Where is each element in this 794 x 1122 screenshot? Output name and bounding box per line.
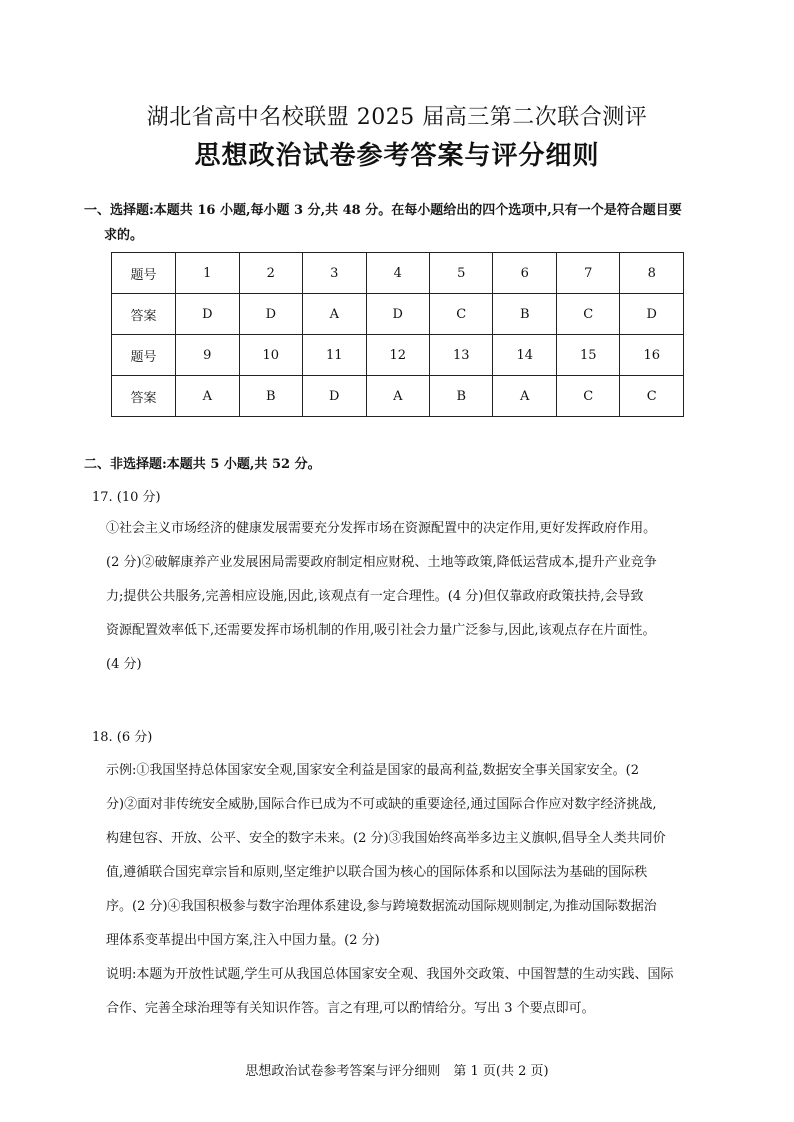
q17-line: ①社会主义市场经济的健康发展需要充分发挥市场在资源配置中的决定作用,更好发挥政府作用。 xyxy=(106,521,657,536)
table-cell: C xyxy=(430,294,493,335)
section1-heading xyxy=(84,198,734,248)
q17-line: (4 分) xyxy=(106,657,142,672)
table-cell: 6 xyxy=(493,253,556,294)
table-cell: 8 xyxy=(620,253,684,294)
table-cell: A xyxy=(493,376,556,417)
q17-label: 17. (10 分) xyxy=(92,490,161,505)
q18-line: 理体系变革提出中国方案,注入中国力量。(2 分) xyxy=(106,933,380,948)
table-cell: A xyxy=(366,376,429,417)
row-label-answer: 答案 xyxy=(112,294,176,335)
table-cell: B xyxy=(493,294,556,335)
table-row-answers-2 xyxy=(112,376,684,417)
q17-line: 资源配置效率低下,还需要发挥市场机制的作用,吸引社会力量广泛参与,因此,该观点存在片面性。 xyxy=(106,623,656,638)
row-label-answer: 答案 xyxy=(112,376,176,417)
table-cell: 15 xyxy=(556,335,619,376)
table-cell: 1 xyxy=(176,253,239,294)
row-label-number: 题号 xyxy=(112,335,176,376)
table-cell: 2 xyxy=(239,253,302,294)
table-cell: B xyxy=(430,376,493,417)
table-cell: C xyxy=(556,294,619,335)
table-cell: A xyxy=(176,376,239,417)
q17-answer xyxy=(106,512,728,682)
table-cell: D xyxy=(239,294,302,335)
q18-answer xyxy=(106,754,728,1026)
q18-note-line: 说明:本题为开放性试题,学生可从我国总体国家安全观、我国外交政策、中国智慧的生动实践、国际 xyxy=(106,967,674,982)
q18-line: 值,遵循联合国宪章宗旨和原则,坚定维护以联合国为核心的国际体系和以国际法为基础的国际秩 xyxy=(106,865,648,880)
document-title: 湖北省高中名校联盟 2025 届高三第二次联合测评 xyxy=(146,105,648,130)
table-cell: D xyxy=(176,294,239,335)
table-cell: 7 xyxy=(556,253,619,294)
table-cell: 9 xyxy=(176,335,239,376)
q17-line: 力;提供公共服务,完善相应设施,因此,该观点有一定合理性。(4 分)但仅靠政府政策扶持,会导致 xyxy=(106,589,644,604)
table-cell: 13 xyxy=(430,335,493,376)
table-cell: C xyxy=(556,376,619,417)
section1-heading-line2: 求的。 xyxy=(104,228,144,243)
table-cell: A xyxy=(303,294,366,335)
q18-line: 构建包容、开放、公平、安全的数字未来。(2 分)③我国始终高举多边主义旗帜,倡导全人类共同价 xyxy=(106,831,666,846)
table-cell: 14 xyxy=(493,335,556,376)
section1-heading-line1: 一、选择题:本题共 16 小题,每小题 3 分,共 48 分。在每小题给出的四个选项中,只有一个是符合题目要 xyxy=(84,203,682,218)
document-subtitle: 思想政治试卷参考答案与评分细则 xyxy=(194,141,600,171)
table-cell: 3 xyxy=(303,253,366,294)
table-cell: B xyxy=(239,376,302,417)
table-cell: 5 xyxy=(430,253,493,294)
q17-line: (2 分)②破解康养产业发展困局需要政府制定相应财税、土地等政策,降低运营成本,提升产业竞争 xyxy=(106,555,657,570)
page-footer: 思想政治试卷参考答案与评分细则 第 1 页(共 2 页) xyxy=(245,1064,549,1079)
q18-line: 序。(2 分)④我国积极参与数字治理体系建设,参与跨境数据流动国际规则制定,为推动国际数据治 xyxy=(106,899,657,914)
table-cell: 4 xyxy=(366,253,429,294)
table-row-numbers-2 xyxy=(112,335,684,376)
table-cell: 12 xyxy=(366,335,429,376)
table-cell: 11 xyxy=(303,335,366,376)
table-cell: D xyxy=(366,294,429,335)
table-cell: D xyxy=(303,376,366,417)
q18-note-line: 合作、完善全球治理等有关知识作答。言之有理,可以酌情给分。写出 3 个要点即可。 xyxy=(106,1001,595,1016)
table-cell: C xyxy=(620,376,684,417)
table-row-numbers-1 xyxy=(112,253,684,294)
table-cell: D xyxy=(620,294,684,335)
answer-table xyxy=(111,252,684,417)
table-cell: 10 xyxy=(239,335,302,376)
q18-line: 分)②面对非传统安全威胁,国际合作已成为不可或缺的重要途径,通过国际合作应对数字经济挑战, xyxy=(106,797,657,812)
section2-heading: 二、非选择题:本题共 5 小题,共 52 分。 xyxy=(84,457,321,472)
table-row-answers-1 xyxy=(112,294,684,335)
row-label-number: 题号 xyxy=(112,253,176,294)
q18-line: 示例:①我国坚持总体国家安全观,国家安全利益是国家的最高利益,数据安全事关国家安全。(2 xyxy=(106,763,639,778)
table-cell: 16 xyxy=(620,335,684,376)
q18-label: 18. (6 分) xyxy=(92,730,153,745)
